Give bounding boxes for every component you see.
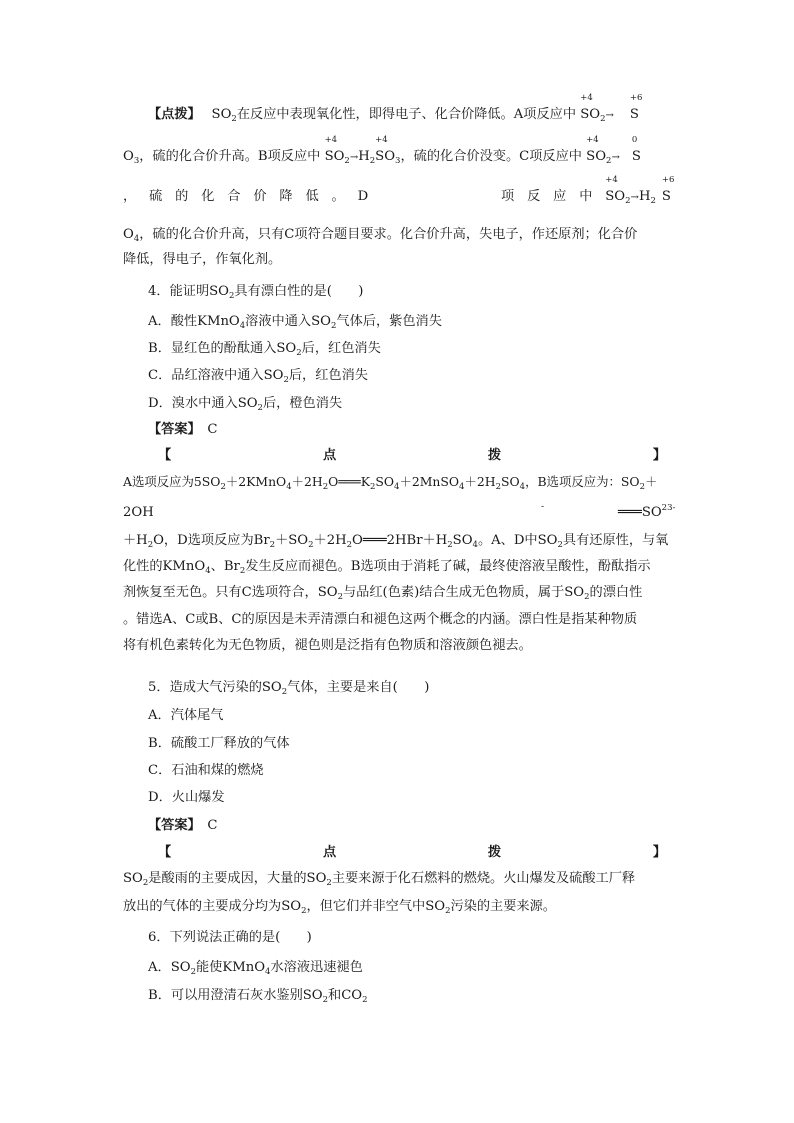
q5-option-d: D．火山爆发	[148, 790, 225, 805]
q4-analysis-heading: 【 点 拨 】	[158, 448, 666, 463]
q4-analysis-line1: A选项反应为$5SO_2+2KMnO_4+2H_2O═══K_2SO_4+2MnSO_4+2H_2SO_4$，B选项反应为：$SO_2+$	[123, 474, 658, 492]
q5-analysis-heading: 【 点 拨 】	[158, 845, 666, 860]
analysis1-line2: $O_3$，硫的化合价升高。B项反应中 +4 $SO_2\to H_2$ +4 $SO_3$，硫的化合价没变。C项反应中 +4 $SO_2\to$ 0 S	[123, 135, 641, 166]
q5-option-b: B．硫酸工厂释放的气体	[148, 736, 290, 751]
q6-option-b: B．可以用澄清石灰水鉴别$SO_2$和$CO_2$	[148, 988, 368, 1005]
q4-stem: 4．能证明$SO_2$具有漂白性的是( )	[148, 284, 364, 301]
analysis1-line1	[148, 93, 671, 125]
q4-analysis-line3: $+H_2O$，D选项反应为$Br_2+SO_2+2H_2O═══2HBr+H_2SO_4$。A、D中$SO_2$具有还原性，与氧	[123, 533, 669, 550]
q5-answer: 【答案】 C	[148, 818, 218, 833]
arrow-icon: →	[605, 110, 614, 121]
q4-analysis-line7: 将有机色素转化为无色物质，褪色则是泛指有色物质和溶液颜色褪去。	[123, 638, 532, 653]
q5-stem: 5．造成大气污染的$SO_2$气体，主要是来自( )	[148, 680, 430, 697]
q4-analysis-line6: 。错选A、C或B、C的原因是未弄清漂白和褪色这两个概念的内涵。漂白性是指某种物质	[123, 612, 638, 627]
q4-option-d: D．溴水中通入$SO_2$后，橙色消失	[148, 396, 343, 413]
q4-analysis-line2: 2OH - $═══SO^{23-}$	[123, 502, 676, 520]
analysis-tag: 【点拨】	[148, 107, 195, 122]
q4-option-b: B．显红色的酚酞通入$SO_2$后，红色消失	[148, 341, 381, 358]
q4-analysis-line4: 化性的KMnO$_4$、$Br_2$发生反应而褪色。B选项由于消耗了碱，最终使溶液呈酸性，酚酞指示	[123, 559, 651, 576]
analysis1-line4: $O_4$，硫的化合价升高，只有C项符合题目要求。化合价升高，失电子，作还原剂；化合价	[123, 227, 638, 244]
q4-option-a: A．酸性KMnO$_4$溶液中通入$SO_2$气体后，紫色消失	[148, 314, 442, 331]
q4-analysis-line5: 剂恢复至无色。只有C选项符合，$SO_2$与品红(色素)结合生成无色物质，属于$SO_2$的漂白性	[123, 585, 643, 602]
q5-analysis-line1: $SO_2$是酸雨的主要成因，大量的$SO_2$主要来源于化石燃料的燃烧。火山爆发及硫酸工厂释	[123, 871, 636, 888]
q4-answer-value: C	[207, 422, 218, 437]
q5-option-a: A．汽体尾气	[148, 708, 224, 723]
q5-analysis-line2: 放出的气体的主要成分均为$SO_2$，但它们并非空气中$SO_2$污染的主要来源。	[123, 899, 556, 916]
oxidation-s: +6 S	[629, 93, 643, 122]
analysis1-text-a: $SO_2$在反应中表现氧化性，即得电子、化合价降低。A项反应中	[211, 107, 577, 124]
q4-answer: 【答案】 C	[148, 422, 218, 437]
oxidation-so2: +4 $SO_2$	[580, 93, 606, 124]
q5-option-c: C．石油和煤的燃烧	[148, 763, 264, 778]
q6-option-a: A．$SO_2$能使KMnO$_4$水溶液迅速褪色	[148, 960, 363, 977]
q4-option-c: C．品红溶液中通入$SO_2$后，红色消失	[148, 368, 368, 385]
analysis1-line3: ， 硫 的 化 合 价 降 低 。 D 项 反 应 中 +4 $SO_2\to H_2$ +6 S	[123, 175, 675, 206]
q6-stem: 6．下列说法正确的是( )	[148, 930, 312, 945]
analysis1-line5: 降低，得电子，作氧化剂。	[123, 252, 282, 267]
q5-answer-value: C	[207, 818, 218, 833]
